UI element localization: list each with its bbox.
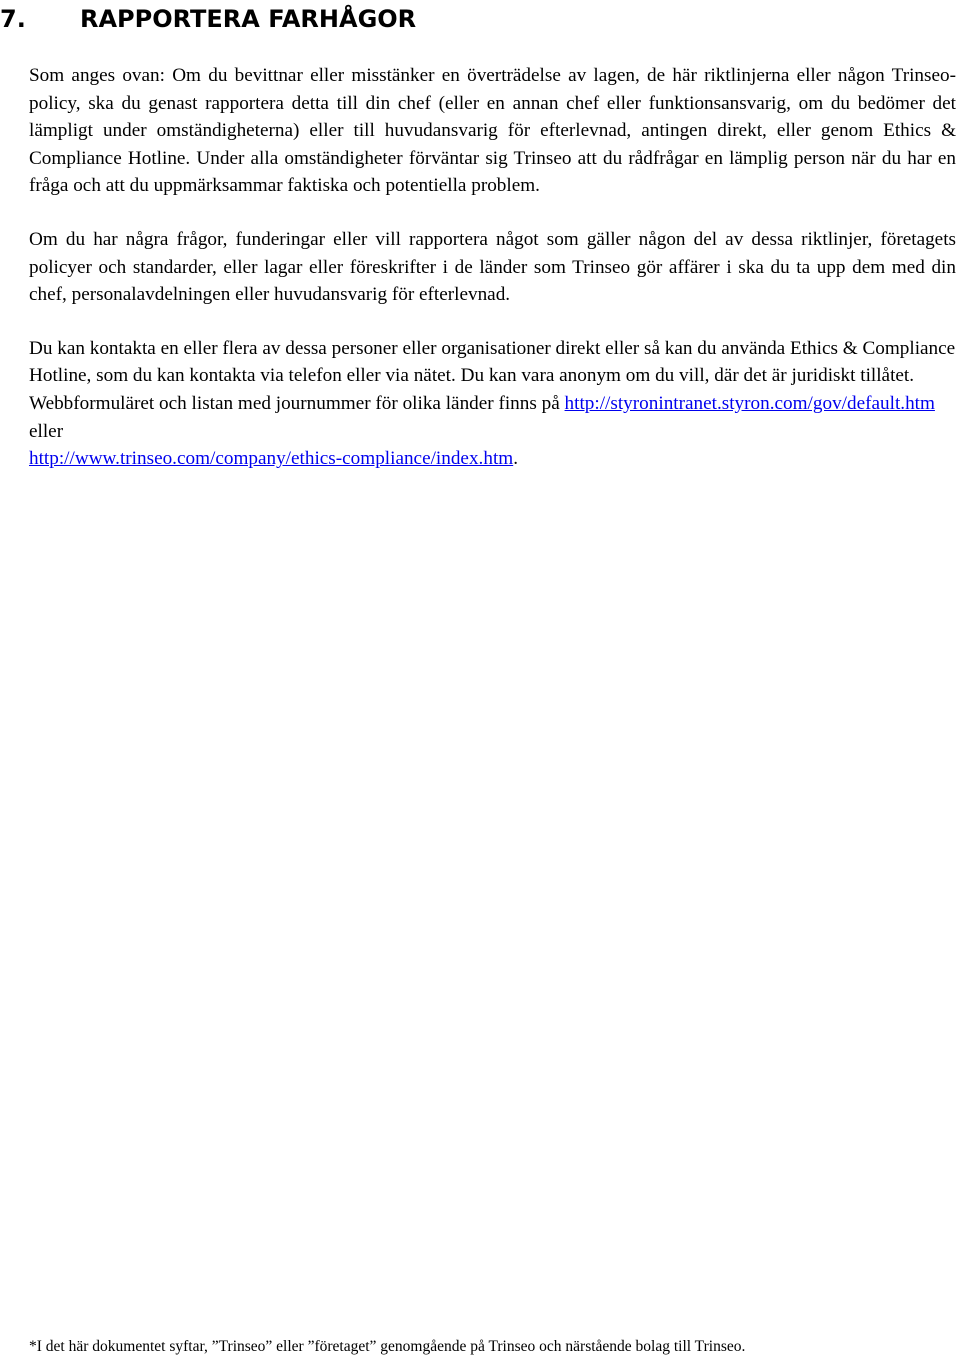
document-body [29,62,956,499]
intranet-link[interactable]: http://styronintranet.styron.com/gov/default.htm [564,392,935,414]
contact-text-after: . [513,448,518,470]
paragraph-reporting: Som anges ovan: Om du bevittnar eller misstänker en överträdelse av lagen, de här riktlinjerna eller någon Trinseo-policy, ska du genast rapportera detta till din chef (eller en annan chef eller funktionsansvarig, om du bedömer det lämpligt under omständigheterna) eller till huvudansvarig för efterlevnad, antingen direkt, eller genom Ethics & Compliance Hotline. Under alla omständigheter förväntar sig Trinseo att du rådfrågar en lämplig person när du har en fråga och att du uppmärksammar faktiska och potentiella problem. [29,65,956,197]
footnote: *I det här dokumentet syftar, ”Trinseo” eller ”företaget” genomgående på Trinseo och närstående bolag till Trinseo. [29,1338,746,1355]
section-title: RAPPORTERA FARHÅGOR [80,5,417,33]
ethics-compliance-link[interactable]: http://www.trinseo.com/company/ethics-compliance/index.htm [29,448,514,470]
paragraph-questions: Om du har några frågor, funderingar eller vill rapportera något som gäller någon del av dessa riktlinjer, företagets policyer och standarder, eller lagar eller föreskrifter i de länder som Trinseo gör affärer i ska du ta upp dem med din chef, personalavdelningen eller huvudansvarig för efterlevnad. [29,228,956,306]
section-heading [0,2,416,36]
contact-text-before: Du kan kontakta en eller flera av dessa personer eller organisationer direkt eller så kan du använda Ethics & Compliance Hotline, som du kan kontakta via telefon eller via nätet. Du kan vara anonym om du vill, där det är juridiskt tillåtet. Webbformuläret och listan med journummer för olika länder finns på [29,337,956,414]
section-number: 7. [0,5,26,33]
contact-text-between: eller [29,420,64,442]
paragraph-contact [29,335,956,473]
